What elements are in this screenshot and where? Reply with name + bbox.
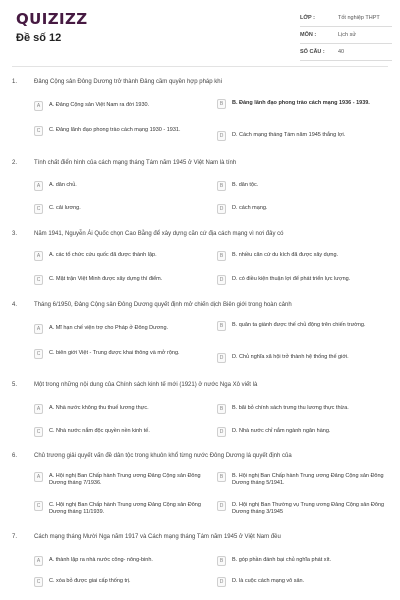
option-c[interactable] <box>34 204 214 226</box>
option-letter-box: D <box>217 501 226 511</box>
option-text: D. là cuộc cách mạng vô sản. <box>232 578 305 584</box>
option-text: B. dân tộc. <box>232 182 259 188</box>
option-letter-box: D <box>217 131 226 141</box>
question-4 <box>12 302 392 372</box>
option-letter-box: B <box>217 404 226 414</box>
question-2 <box>12 160 392 220</box>
option-b[interactable] <box>217 99 397 121</box>
question-number: 2. <box>12 160 18 166</box>
question-text: Tính chất điển hình của cách mạng tháng Tám năm 1945 ở Việt Nam là tính <box>34 160 237 166</box>
option-c[interactable] <box>34 126 214 148</box>
question-5 <box>12 382 392 442</box>
meta-row-subject <box>300 29 392 44</box>
option-text: B. bãi bỏ chính sách trưng thu lương thực thừa. <box>232 405 349 411</box>
option-d[interactable] <box>217 353 397 375</box>
option-text: D. Cách mạng tháng Tám năm 1945 thắng lợi. <box>232 132 346 138</box>
option-b[interactable] <box>217 556 397 578</box>
option-letter-box: A <box>34 181 43 191</box>
option-letter-box: D <box>217 353 226 363</box>
option-b[interactable] <box>217 404 397 426</box>
question-number: 4. <box>12 302 18 308</box>
option-text: A. Nhà nước không thu thuế lương thực. <box>49 405 149 411</box>
option-c[interactable] <box>34 577 214 599</box>
option-text: C. xóa bỏ được giai cấp thống trị. <box>49 578 131 584</box>
option-text: C. biên giới Việt - Trung được khai thông và mở rộng. <box>49 350 180 356</box>
option-text: D. Hội nghị Ban Thường vụ Trung ương Đảng Cộng sản Đông Dương tháng 3/1945 <box>232 502 385 515</box>
option-text: A. Đảng Cộng sản Việt Nam ra đời 1930. <box>49 102 150 108</box>
meta-label: SỐ CÂU : <box>300 49 325 55</box>
option-c[interactable] <box>34 275 214 297</box>
option-a[interactable] <box>34 472 214 494</box>
meta-value: Lịch sử <box>338 32 357 38</box>
option-text: C. Mặt trận Việt Minh được xây dựng thí điểm. <box>49 276 163 282</box>
question-number: 7. <box>12 534 18 540</box>
option-letter-box: C <box>34 577 43 587</box>
option-d[interactable] <box>217 427 397 449</box>
meta-label: MÔN : <box>300 32 317 38</box>
option-letter-box: B <box>217 181 226 191</box>
option-c[interactable] <box>34 349 214 371</box>
option-text: C. Hội nghị Ban Chấp hành Trung ương Đảng Cộng sản Đông Dương tháng 11/1939. <box>49 502 201 515</box>
question-text: Cách mạng tháng Mười Nga năm 1917 và Cách mạng tháng Tám năm 1945 ở Việt Nam đều <box>34 534 281 540</box>
option-d[interactable] <box>217 275 397 297</box>
question-text: Tháng 6/1950, Đảng Cộng sản Đông Dương quyết định mở chiến dịch Biên giới trong hoàn cảnh <box>34 302 292 308</box>
worksheet-header <box>0 0 400 64</box>
exam-meta <box>300 12 392 63</box>
question-number: 1. <box>12 79 18 85</box>
question-number: 3. <box>12 231 18 237</box>
option-letter-box: B <box>217 556 226 566</box>
option-a[interactable] <box>34 251 214 273</box>
option-letter-box: D <box>217 427 226 437</box>
option-letter-box: A <box>34 472 43 482</box>
meta-row-class <box>300 12 392 27</box>
option-a[interactable] <box>34 181 214 203</box>
option-letter-box: D <box>217 275 226 285</box>
question-1 <box>12 79 392 149</box>
option-letter-box: C <box>34 501 43 511</box>
option-letter-box: C <box>34 204 43 214</box>
option-letter-box: B <box>217 472 226 482</box>
option-text: B. quân ta giành được thế chủ động trên chiến trường. <box>232 322 366 328</box>
option-letter-box: A <box>34 251 43 261</box>
question-number: 5. <box>12 382 18 388</box>
question-text: Năm 1941, Nguyễn Ái Quốc chọn Cao Bằng để xây dựng căn cứ địa cách mạng vì nơi đây có <box>34 231 284 237</box>
option-letter-box: A <box>34 404 43 414</box>
option-text: D. Chủ nghĩa xã hội trở thành hệ thống thế giới. <box>232 354 349 360</box>
meta-value: 40 <box>338 49 345 55</box>
option-c[interactable] <box>34 501 214 523</box>
option-text: C. Nhà nước nắm độc quyền nền kinh tế. <box>49 428 150 434</box>
option-text: A. Mĩ hạn chế viện trợ cho Pháp ở Đông Dương. <box>49 325 169 331</box>
option-letter-box: A <box>34 324 43 334</box>
option-letter-box: C <box>34 427 43 437</box>
option-letter-box: C <box>34 126 43 136</box>
exam-title: Đề số 12 <box>16 32 62 44</box>
option-d[interactable] <box>217 577 397 599</box>
option-b[interactable] <box>217 181 397 203</box>
question-text: Chủ trương giải quyết vấn đề dân tộc trong khuôn khổ từng nước Đông Dương lá quyết định của <box>34 453 292 459</box>
option-d[interactable] <box>217 501 397 523</box>
option-b[interactable] <box>217 472 397 494</box>
quizizz-logo: QUIZIZZ <box>16 10 88 28</box>
question-3 <box>12 231 392 291</box>
option-letter-box: C <box>34 349 43 359</box>
option-a[interactable] <box>34 101 214 123</box>
option-text: A. Hội nghị Ban Chấp hành Trung ương Đảng Cộng sản Đông Dương tháng 7/1936. <box>49 473 201 486</box>
option-letter-box: B <box>217 251 226 261</box>
option-a[interactable] <box>34 556 214 578</box>
option-letter-box: D <box>217 204 226 214</box>
option-text: C. Đảng lãnh đạo phong trào cách mạng 1930 - 1931. <box>49 127 181 133</box>
option-letter-box: B <box>217 99 226 109</box>
option-letter-box: A <box>34 101 43 111</box>
option-text: B. nhiều căn cứ du kích đã được xây dựng. <box>232 252 339 258</box>
option-text: C. cải lương. <box>49 205 81 211</box>
option-text: B. Hội nghị Ban Chấp hành Trung ương Đảng Cộng sản Đông Dương tháng 5/1941. <box>232 473 384 486</box>
option-text: A. thành lập ra nhà nước công- nông-binh. <box>49 557 153 563</box>
question-text: Đảng Cộng sản Đông Dương trở thành Đảng cầm quyền hợp pháp khi <box>34 79 222 85</box>
option-letter-box: C <box>34 275 43 285</box>
option-a[interactable] <box>34 404 214 426</box>
question-7 <box>12 534 392 596</box>
option-text: A. các tổ chức cứu quốc đã được thành lập. <box>49 252 157 258</box>
option-text: D. cách mạng. <box>232 205 268 211</box>
option-a[interactable] <box>34 324 214 346</box>
option-c[interactable] <box>34 427 214 449</box>
option-text: B. Đảng lãnh đạo phong trào cách mạng 1936 - 1939. <box>232 100 370 106</box>
option-text: D. Nhà nước chỉ nắm ngành ngân hàng. <box>232 428 331 434</box>
header-divider <box>12 66 388 67</box>
question-6 <box>12 453 392 523</box>
option-text: B. góp phần đánh bại chủ nghĩa phát xít. <box>232 557 332 563</box>
question-text: Một trong những nội dung của Chính sách kinh tế mới (1921) ở nước Nga Xô viết là <box>34 382 258 388</box>
question-number: 6. <box>12 453 18 459</box>
option-b[interactable] <box>217 321 397 343</box>
option-d[interactable] <box>217 131 397 153</box>
option-text: A. dân chủ. <box>49 182 77 188</box>
option-b[interactable] <box>217 251 397 273</box>
option-d[interactable] <box>217 204 397 226</box>
meta-value: Tốt nghiệp THPT <box>338 15 380 21</box>
option-text: D. có điều kiện thuận lợi để phát triển lực lượng. <box>232 276 351 282</box>
meta-row-count <box>300 46 392 61</box>
option-letter-box: B <box>217 321 226 331</box>
option-letter-box: A <box>34 556 43 566</box>
option-letter-box: D <box>217 577 226 587</box>
meta-label: LỚP : <box>300 15 315 21</box>
